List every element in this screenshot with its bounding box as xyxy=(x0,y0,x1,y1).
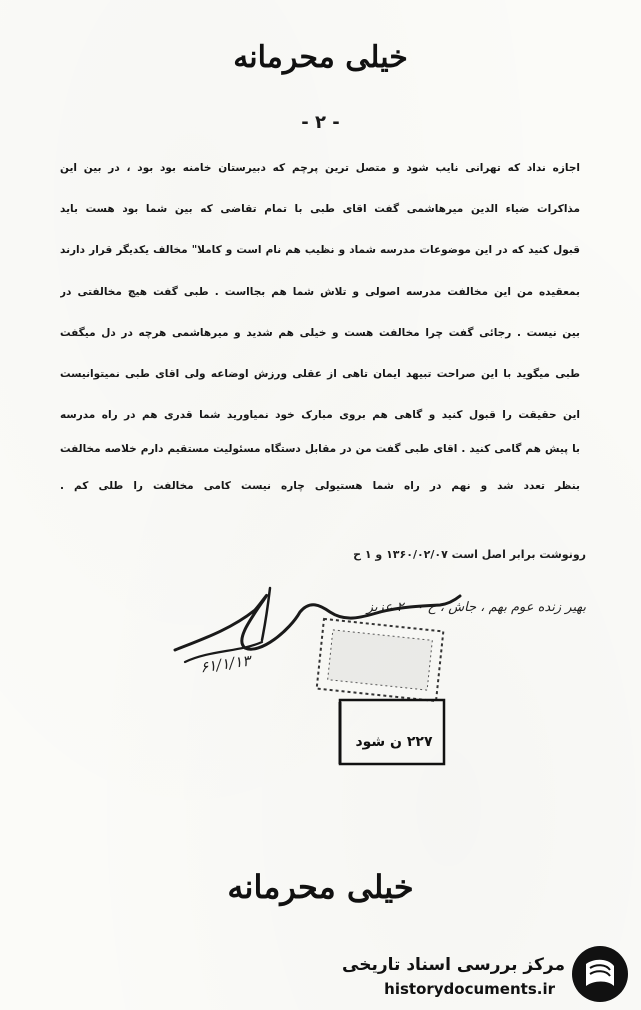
body-line: بین نیست . رجائی گفت چرا مخالفت هست و خیلی هم شدید و میرهاشمی هرچه در دل میگفت xyxy=(60,327,580,339)
body-line: اجازه نداد که تهرانی نایب شود و متصل ترین پرچم که دبیرستان خامنه بود بود ، در بین این xyxy=(60,162,580,174)
stamp-text: ۲۲۷ ن شود xyxy=(355,734,433,750)
body-line: بنظر تعدد شد و نهم در راه شما هستیولی چاره نیست کامی مخالفت را طلی کم . xyxy=(60,480,580,492)
body-line: مذاکرات ضیاء الدین میرهاشمی گفت اقای طبی با تمام تقاضی که بین شما بود هست باید xyxy=(60,203,580,215)
archive-logo-icon xyxy=(570,944,630,1004)
body-line: قبول کنید که در این موضوعات مدرسه شماد و نظیب هم نام است و کاملا" مخالف یکدیگر قرار دارند xyxy=(60,244,580,256)
page-number: - ۲ - xyxy=(301,112,340,133)
signature-date: ۶۱/۱/۱۳ xyxy=(198,651,252,677)
footer-website[interactable]: historydocuments.ir xyxy=(384,980,555,998)
classification-heading-top: خیلی محرمانه xyxy=(233,40,408,75)
registration-stamp xyxy=(340,700,444,764)
classification-heading-bottom: خیلی محرمانه xyxy=(227,868,414,906)
signatory-handwriting: بهیر زنده عوم بهم ، جاش ، ح ۰ - ۲ عزیز xyxy=(366,600,586,615)
body-line: این حقیقت را قبول کنید و گاهی هم بروی مبارک خود نمیاورید شما قدری هم در راه مدرسه xyxy=(60,409,580,421)
certification-note: رونوشت برابر اصل است ۱۳۶۰/۰۲/۰۷ و ۱ ح xyxy=(353,548,586,561)
body-line: بمعقیده من این مخالفت مدرسه اصولی و تلاش شما هم بجااست . طبی گفت هیچ مخالفتی در xyxy=(60,286,580,298)
footer-organization: مرکز بررسی اسناد تاریخی xyxy=(342,955,565,975)
body-line: با پیش هم گامی کنید . اقای طبی گفت من در مقابل دستگاه مسئولیت مستقیم دارم خلاصه مخالفت xyxy=(60,443,580,455)
body-line: طبی میگوید با این صراحت تبیهد ایمان تاهی از عقلی ورزش اوضاعه ولی اقای طبی نمیتوانیست xyxy=(60,368,580,380)
